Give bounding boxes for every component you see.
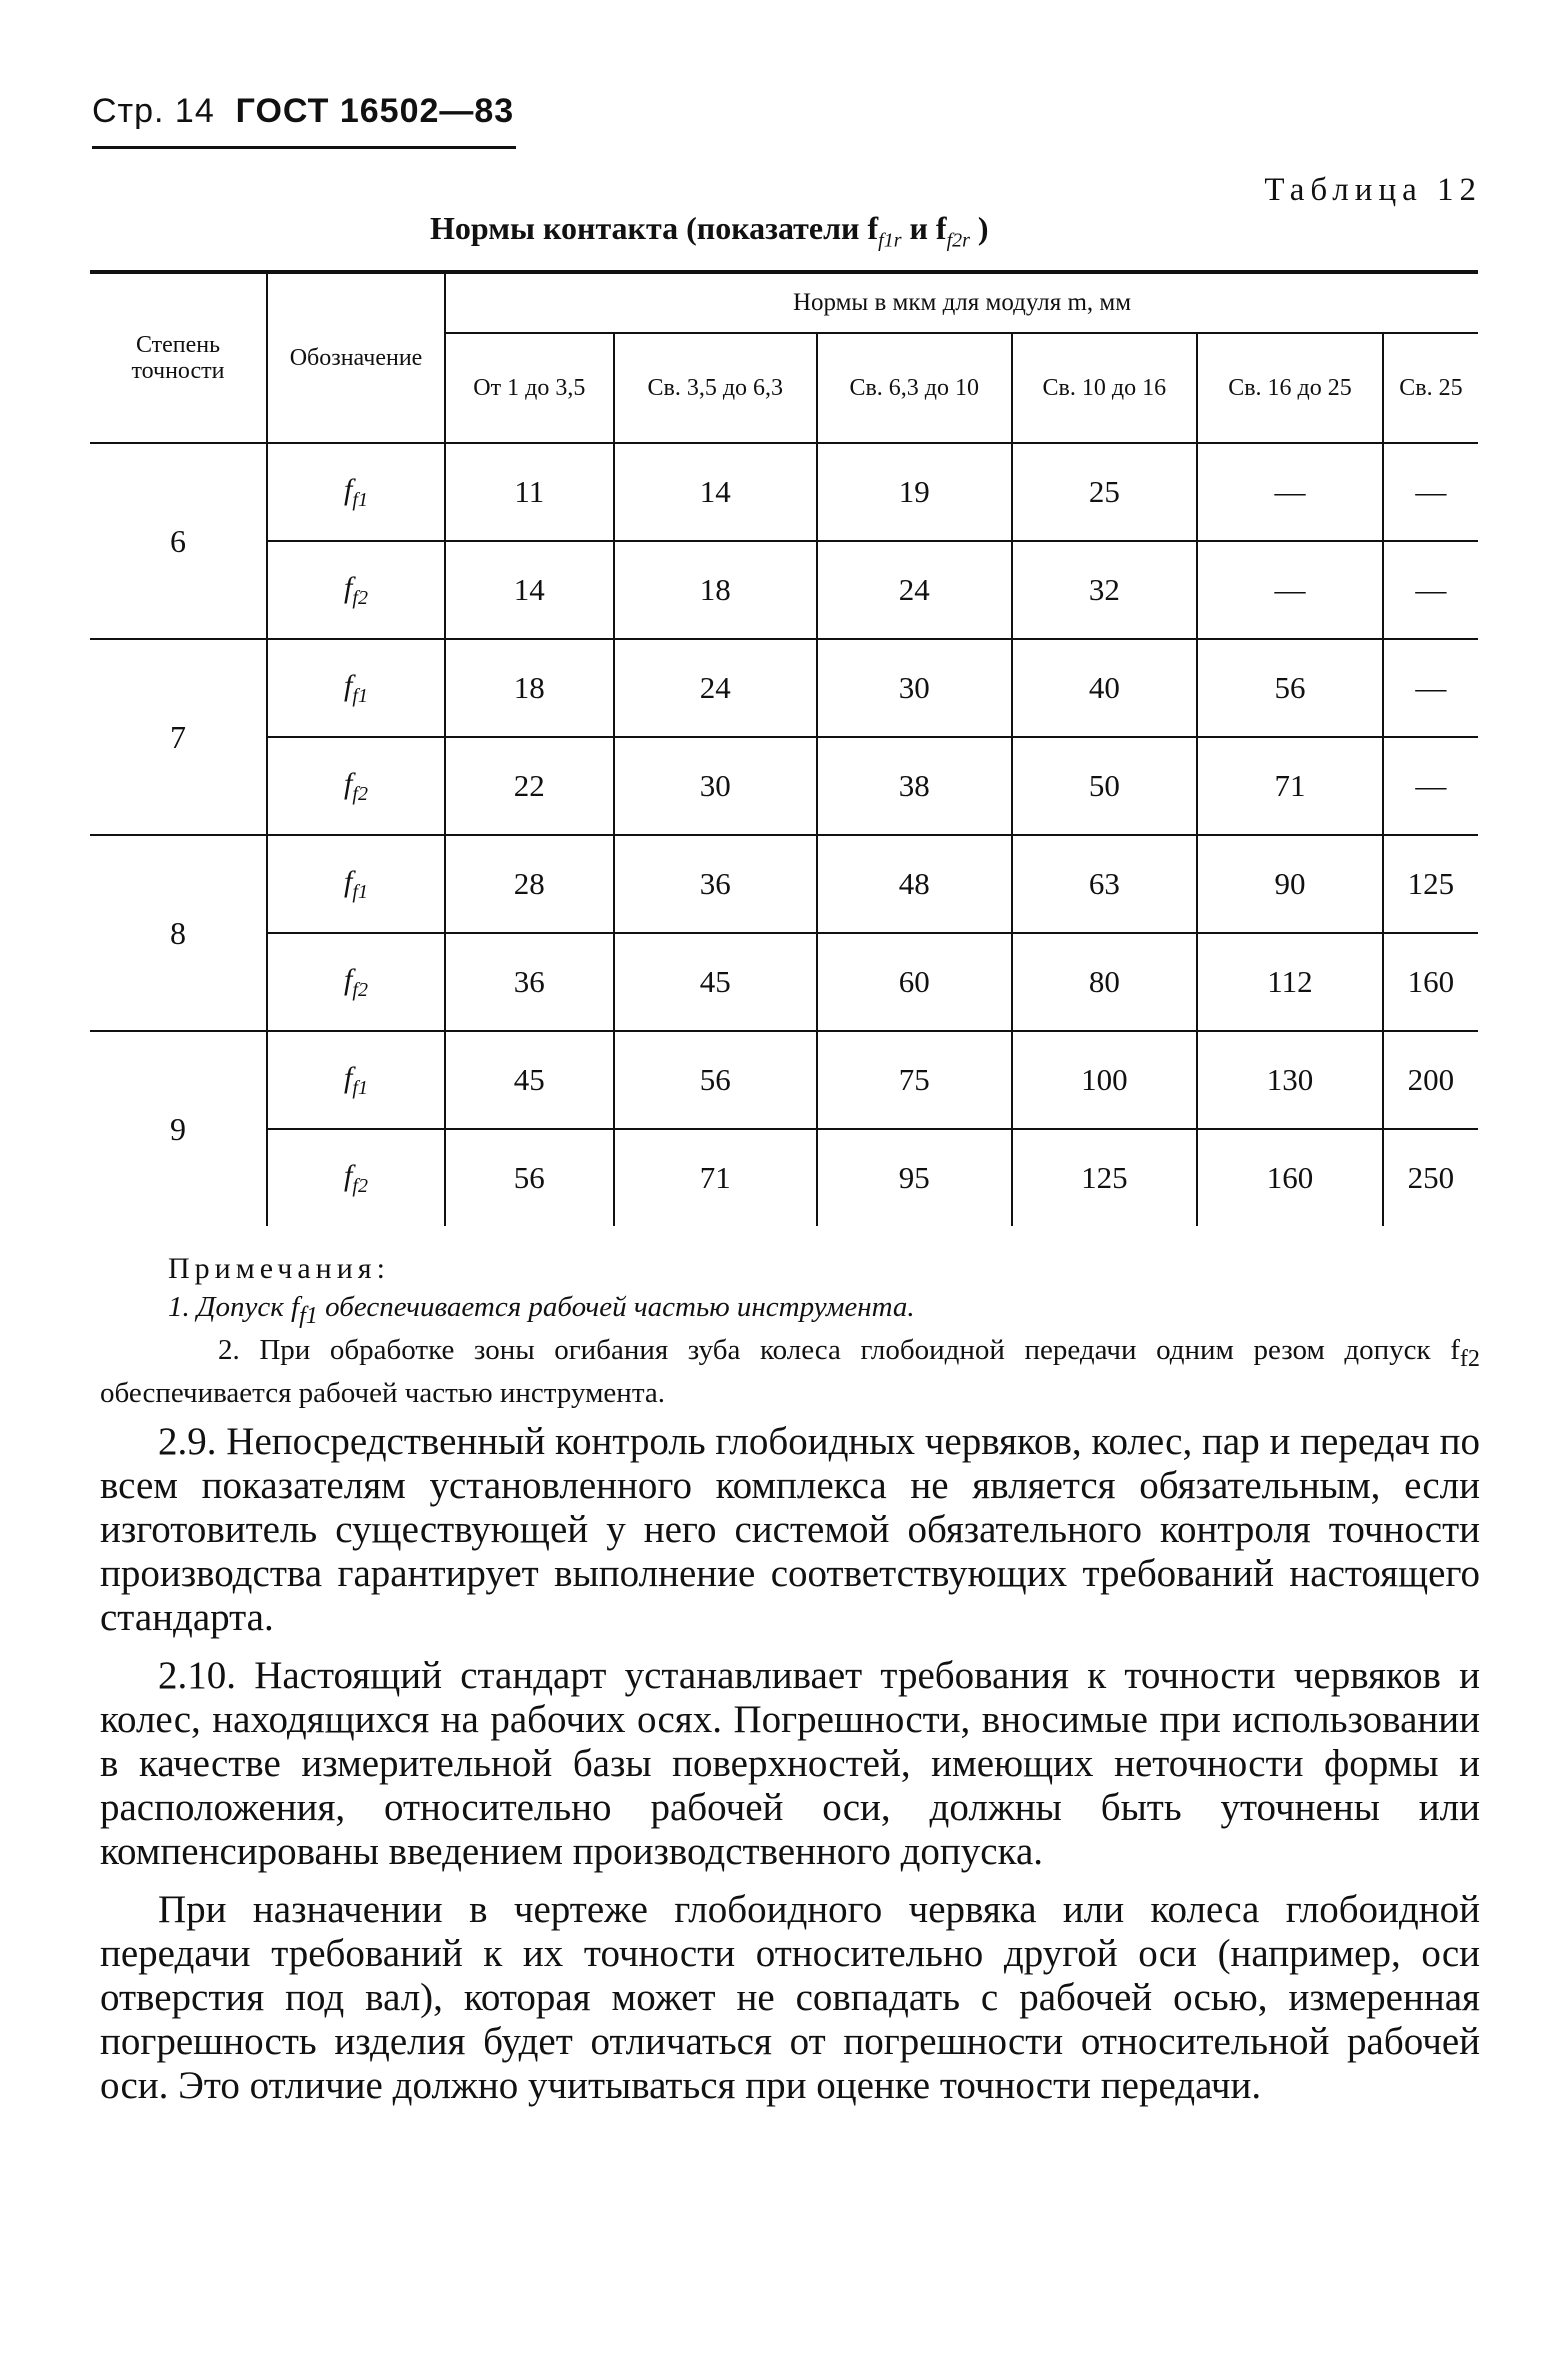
value-cell: 32 xyxy=(1012,541,1198,639)
value-cell: — xyxy=(1383,737,1478,835)
value-cell: 48 xyxy=(817,835,1012,933)
value-cell: 50 xyxy=(1012,737,1198,835)
value-cell: 19 xyxy=(817,443,1012,541)
table-row xyxy=(90,1129,1478,1226)
table-notes xyxy=(100,1252,1480,1410)
value-cell: 11 xyxy=(445,443,614,541)
value-cell: — xyxy=(1383,443,1478,541)
value-cell: — xyxy=(1383,541,1478,639)
value-cell: 125 xyxy=(1012,1129,1198,1226)
col-header-range: Св. 16 до 25 xyxy=(1197,333,1383,443)
col-header-degree: Степень точности xyxy=(90,272,267,443)
col-header-range: Св. 6,3 до 10 xyxy=(817,333,1012,443)
standard-number: ГОСТ 16502—83 xyxy=(235,92,515,130)
paragraph-continuation: При назначении в чертеже глобоидного червяка или колеса глобоидной передачи требований к их точности относительно другой оси (например, оси отверстия под вал), которая может не совпадать с рабочей осью, измеренная погрешность изделия будет отличаться от погрешности относительной рабочей оси. Это отличие должно учитываться при оценке точности передачи. xyxy=(100,1888,1480,2107)
note-2: 2. При обработке зоны огибания зуба колеса глобоидной передачи одним резом допуск $f_{f2}$ обеспечивается рабочей частью инструмента. xyxy=(100,1333,1480,1409)
table-row xyxy=(90,639,1478,737)
value-cell: 22 xyxy=(445,737,614,835)
value-cell: 30 xyxy=(614,737,817,835)
notes-heading: Примечания: xyxy=(168,1252,390,1285)
designation-cell: $f_{f1}$ xyxy=(267,639,445,737)
degree-cell: 9 xyxy=(170,1110,186,1147)
col-header-range: Св. 3,5 до 6,3 xyxy=(614,333,817,443)
table-row xyxy=(90,933,1478,1031)
value-cell: 36 xyxy=(614,835,817,933)
value-cell: 18 xyxy=(445,639,614,737)
running-header xyxy=(92,92,514,131)
body-text xyxy=(100,1420,1480,2122)
value-cell: 56 xyxy=(1197,639,1383,737)
col-group-header: Нормы в мкм для модуля m, мм xyxy=(445,272,1478,333)
value-cell: 45 xyxy=(614,933,817,1031)
value-cell: 160 xyxy=(1383,933,1478,1031)
table-title: Нормы контакта (показатели $f_{f1r}$ и $f_{f2r}$ ) xyxy=(430,210,989,252)
designation-cell: $f_{f1}$ xyxy=(267,1031,445,1129)
value-cell: 36 xyxy=(445,933,614,1031)
col-header-range: От 1 до 3,5 xyxy=(445,333,614,443)
table-row xyxy=(90,443,1478,541)
value-cell: 71 xyxy=(614,1129,817,1226)
value-cell: 38 xyxy=(817,737,1012,835)
value-cell: 112 xyxy=(1197,933,1383,1031)
note-1: 1. Допуск $f_{f1}$ обеспечивается рабочей частью инструмента. xyxy=(168,1291,915,1329)
table-body xyxy=(90,443,1478,1226)
value-cell: 80 xyxy=(1012,933,1198,1031)
designation-cell: $f_{f2}$ xyxy=(267,933,445,1031)
page-label: Стр. 14 xyxy=(92,92,215,130)
value-cell: 30 xyxy=(817,639,1012,737)
col-header-range: Св. 25 xyxy=(1383,333,1478,443)
value-cell: 125 xyxy=(1383,835,1478,933)
table-row xyxy=(90,737,1478,835)
value-cell: 71 xyxy=(1197,737,1383,835)
value-cell: 28 xyxy=(445,835,614,933)
degree-cell: 8 xyxy=(90,835,267,1031)
table-row xyxy=(90,541,1478,639)
designation-cell: $f_{f2}$ xyxy=(267,1129,445,1226)
table-row xyxy=(90,1031,1478,1129)
col-header-designation: Обозначение xyxy=(267,272,445,443)
col-header-range: Св. 10 до 16 xyxy=(1012,333,1198,443)
value-cell: 160 xyxy=(1197,1129,1383,1226)
value-cell: 200 xyxy=(1383,1031,1478,1129)
value-cell: — xyxy=(1197,541,1383,639)
paragraph-2-9: 2.9. Непосредственный контроль глобоидных червяков, колес, пар и передач по всем показателям установленного комплекса не является обязательным, если изготовитель существующей у него системой обязательного контроля точности производства гарантирует выполнение соответствующих требований настоящего стандарта. xyxy=(100,1420,1480,1639)
value-cell: 130 xyxy=(1197,1031,1383,1129)
value-cell: 40 xyxy=(1012,639,1198,737)
value-cell: 100 xyxy=(1012,1031,1198,1129)
value-cell: 56 xyxy=(614,1031,817,1129)
table-number: Таблица 12 xyxy=(1264,172,1482,208)
contact-norms-table xyxy=(90,270,1478,1226)
value-cell: 60 xyxy=(817,933,1012,1031)
value-cell: 56 xyxy=(445,1129,614,1226)
value-cell: — xyxy=(1197,443,1383,541)
value-cell: 24 xyxy=(817,541,1012,639)
designation-cell: $f_{f1}$ xyxy=(267,835,445,933)
value-cell: 14 xyxy=(614,443,817,541)
value-cell: 63 xyxy=(1012,835,1198,933)
value-cell: 250 xyxy=(1383,1129,1478,1226)
paragraph-2-10: 2.10. Настоящий стандарт устанавливает требования к точности червяков и колес, находящихся на рабочих осях. Погрешности, вносимые при использовании в качестве измерительной базы поверхностей, имеющих неточности формы и расположения, относительно рабочей оси, должны быть уточнены или компенсированы введением производственного допуска. xyxy=(100,1654,1480,1873)
designation-cell: $f_{f2}$ xyxy=(267,541,445,639)
degree-cell: 7 xyxy=(90,639,267,835)
value-cell: 90 xyxy=(1197,835,1383,933)
designation-cell: $f_{f2}$ xyxy=(267,737,445,835)
value-cell: 14 xyxy=(445,541,614,639)
value-cell: 24 xyxy=(614,639,817,737)
value-cell: 45 xyxy=(445,1031,614,1129)
value-cell: 25 xyxy=(1012,443,1198,541)
value-cell: 95 xyxy=(817,1129,1012,1226)
designation-cell: $f_{f1}$ xyxy=(267,443,445,541)
table-row xyxy=(90,835,1478,933)
degree-cell: 6 xyxy=(90,443,267,639)
value-cell: — xyxy=(1383,639,1478,737)
header-rule xyxy=(92,146,516,149)
value-cell: 75 xyxy=(817,1031,1012,1129)
value-cell: 18 xyxy=(614,541,817,639)
